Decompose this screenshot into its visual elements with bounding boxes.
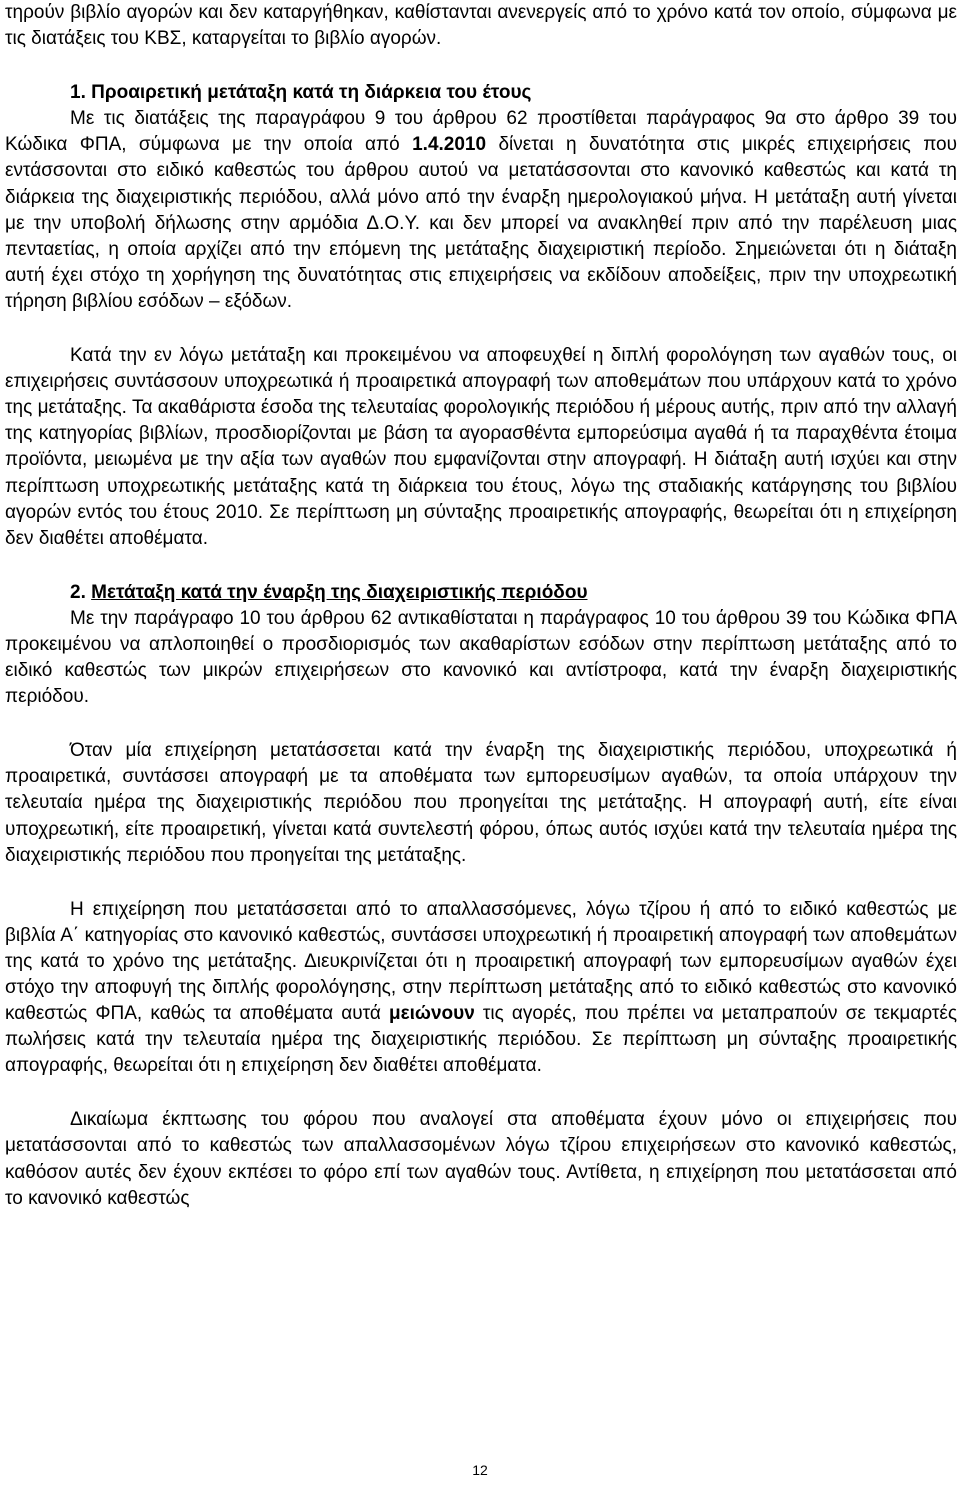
section-1-intro-date: 1.4.2010 (412, 134, 487, 156)
section-1-number: 1. (70, 82, 86, 104)
section-2-title: Μετάταξη κατά την έναρξη της διαχειριστικής περιόδου (91, 581, 588, 603)
section-1-intro-paragraph (5, 106, 957, 315)
page-number: 12 (472, 1462, 488, 1478)
section-2-para3-a: Η επιχείρηση που μετατάσσεται από το απαλλασσόμενες, λόγω τζίρου ή από το ειδικό καθεστώς με βιβλία Α΄ κατηγορίας στο κανονικό καθεστώς, συντάσσει υποχρεωτική ή προαιρετική απογραφή των αποθεμάτων της κατά το χρόνο της μετάταξης. Διευκρινίζεται ότι η προαιρετική απογραφή των εμπορευσίμων αγαθών έχει στόχο την αποφυγή της διπλής φορολόγησης, στην περίπτωση μετάταξης από το ειδικό καθεστώς στο κανονικό καθεστώς ΦΠΑ, καθώς τα αποθέματα αυτά (5, 898, 957, 1025)
section-2-heading (5, 580, 957, 606)
continuation-paragraph: τηρούν βιβλίο αγορών και δεν καταργήθηκαν, καθίστανται ανενεργείς από το χρόνο κατά τον οποίο, σύμφωνα με τις διατάξεις του ΚΒΣ, καταργείται το βιβλίο αγορών. (5, 2, 957, 50)
section-1-heading (5, 80, 957, 106)
section-2-number: 2. (70, 581, 86, 603)
section-2-paragraph-3 (5, 897, 957, 1080)
section-2-para3-b: τις αγορές, που πρέπει να μεταπραπούν σε τεκμαρτές πωλήσεις κατά την τελευταία ημέρα της διαχειριστικής περιόδου. Σε περίπτωση μη σύνταξης προαιρετικής απογραφής, θεωρείται ότι η επιχείρηση δεν διαθέτει αποθέματα. (5, 1003, 957, 1077)
section-2-para3-bold: μειώνουν (389, 1003, 475, 1025)
section-2-paragraph-2: Όταν μία επιχείρηση μετατάσσεται κατά την έναρξη της διαχειριστικής περιόδου, υποχρεωτικά ή προαιρετικά, συντάσσει απογραφή με τα αποθέματα των εμπορευσίμων αγαθών, τα οποία υπάρχουν την τελευταία ημέρα της διαχειριστικής περιόδου που προηγείται της μετάταξης. Η απογραφή αυτή, είτε είναι υποχρεωτική, είτε προαιρετική, γίνεται κατά συντελεστή φόρου, όπως αυτός ισχύει κατά την τελευταία ημέρα της διαχειριστικής περιόδου που προηγείται της μετάταξης. (5, 740, 957, 866)
section-1-paragraph-2: Κατά την εν λόγω μετάταξη και προκειμένου να αποφευχθεί η διπλή φορολόγηση των αγαθών τους, οι επιχειρήσεις συντάσσουν υποχρεωτικά ή προαιρετικά απογραφή των αποθεμάτων που υπάρχουν κατά το χρόνο της μετάταξης. Τα ακαθάριστα έσοδα της τελευταίας φορολογικής περιόδου ή μέρους αυτής, πριν από την αλλαγή της κατηγορίας βιβλίων, προσδιορίζονται με βάση τα αγορασθέντα εμπορεύσιμα αγαθά ή τα παραχθέντα έτοιμα προϊόντα, μειωμένα με την αξία των αγαθών που εμφανίζονται στην απογραφή. Η διάταξη αυτή ισχύει και στην περίπτωση υποχρεωτικής μετάταξης κατά τη διάρκεια του έτους, λόγω της σταδιακής κατάργησης του βιβλίου αγορών εντός του έτους 2010. Σε περίπτωση μη σύνταξης προαιρετικής απογραφής, θεωρείται ότι η επιχείρηση δεν διαθέτει αποθέματα. (5, 345, 957, 549)
section-1-intro-a: Με τις διατάξεις της παραγράφου 9 του άρθρου 62 προστίθεται παράγραφος 9α στο άρθρο 39 του Κώδικα ΦΠΑ, σύμφωνα με την οποία από (5, 108, 957, 156)
section-2-intro-paragraph: Με την παράγραφο 10 του άρθρου 62 αντικαθίσταται η παράγραφος 10 του άρθρου 39 του Κώδικα ΦΠΑ προκειμένου να απλοποιηθεί ο προσδιορισμός των ακαθαρίστων εσόδων στην περίπτωση μετάταξης από το ειδικό καθεστώς των μικρών επιχειρήσεων στο κανονικό και αντίστροφα, κατά την έναρξη διαχειριστικής περιόδου. (5, 607, 957, 708)
section-1-intro-b: δίνεται η δυνατότητα στις μικρές επιχειρήσεις που εντάσσονται στο ειδικό καθεστώς του άρθρου αυτού να μετατάσσονται στο κανονικό καθεστώς και κατά τη διάρκεια της διαχειριστικής περιόδου, αλλά μόνο από την έναρξη ημερολογιακού μήνα. Η μετάταξη αυτή γίνεται με την υποβολή δήλωσης στην αρμόδια Δ.Ο.Υ. και δεν μπορεί να ανακληθεί πριν από την παρέλευση μιας πενταετίας, η οποία αρχίζει από την επόμενη της μετάταξης διαχειριστική περίοδο. Σημειώνεται ότι η διάταξη αυτή έχει στόχο τη χορήγηση της δυνατότητας στις επιχειρήσεις να εκδίδουν αποδείξεις, πριν την υποχρεωτική τήρηση βιβλίου εσόδων – εξόδων. (5, 134, 958, 312)
section-1-title: Προαιρετική μετάταξη κατά τη διάρκεια του έτους (91, 82, 532, 104)
section-2-paragraph-4: Δικαίωμα έκπτωσης του φόρου που αναλογεί στα αποθέματα έχουν μόνο οι επιχειρήσεις που μετατάσσονται από το καθεστώς των απαλλασσομένων λόγω τζίρου επιχειρήσεων στο κανονικό καθεστώς, καθόσον αυτές δεν έχουν εκπέσει το φόρο επί των αγαθών τους. Αντίθετα, η επιχείρηση που μετατάσσεται από το κανονικό καθεστώς (5, 1109, 957, 1209)
